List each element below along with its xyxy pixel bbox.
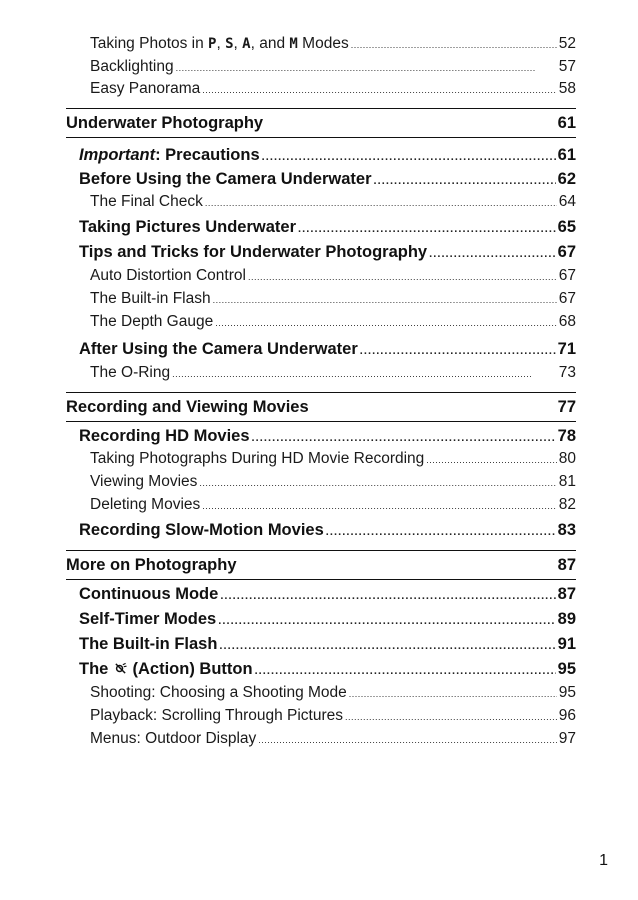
- toc-page-ref: 57: [558, 58, 576, 75]
- toc-entry-o-ring[interactable]: [90, 364, 576, 382]
- toc-entry-slow-motion[interactable]: [79, 521, 576, 540]
- toc-entry-action-button[interactable]: [79, 660, 576, 679]
- toc-entry-tips-tricks[interactable]: [79, 243, 576, 262]
- section-page-ref: 77: [557, 397, 576, 416]
- toc-entry-label: The (Action) Button: [79, 660, 253, 678]
- toc-entry-depth-gauge[interactable]: [90, 313, 576, 331]
- toc-page-ref: 52: [558, 35, 576, 52]
- toc-entry-label: Before Using the Camera Underwater: [79, 170, 372, 188]
- toc-entry-recording-hd[interactable]: [79, 427, 576, 446]
- leader-dots: [215, 318, 557, 328]
- toc-entry-label: Tips and Tricks for Underwater Photography: [79, 243, 428, 261]
- toc-entry-label: Taking Photos in P, S, A, and M Modes: [90, 35, 349, 52]
- toc-entry-label: The O-Ring: [90, 364, 171, 381]
- section-page-ref: 61: [557, 113, 576, 132]
- toc-page-ref: 73: [558, 364, 576, 381]
- leader-dots: [262, 151, 556, 163]
- leader-dots: [220, 590, 555, 602]
- toc-entry-label: Taking Pictures Underwater: [79, 218, 297, 236]
- toc-page-ref: 71: [557, 340, 576, 358]
- section-header-more-photography[interactable]: [66, 550, 576, 580]
- toc-page-ref: 61: [557, 146, 576, 164]
- toc-page-ref: 83: [557, 521, 576, 539]
- toc-entry-label: Recording HD Movies: [79, 427, 250, 445]
- toc-entry-label: After Using the Camera Underwater: [79, 340, 358, 358]
- toc-entry-easy-panorama[interactable]: [90, 80, 576, 98]
- toc-page-ref: 68: [558, 313, 576, 330]
- action-button-icon: [114, 662, 127, 675]
- toc-page-ref: 95: [557, 660, 576, 678]
- leader-dots: [298, 223, 556, 235]
- toc-entry-photos-during-hd[interactable]: [90, 450, 576, 468]
- toc-entry-label: The Depth Gauge: [90, 313, 214, 330]
- toc-page-ref: 62: [557, 170, 576, 188]
- toc-entry-label: Easy Panorama: [90, 80, 201, 97]
- toc-entry-label: The Final Check: [90, 193, 203, 210]
- toc-entry-taking-pictures-underwater[interactable]: [79, 218, 576, 237]
- toc-page-ref: 82: [558, 496, 576, 513]
- toc-entry-label: Shooting: Choosing a Shooting Mode: [90, 684, 347, 701]
- toc-entry-label: Important: Precautions: [79, 146, 260, 164]
- toc-entry-label: Backlighting: [90, 58, 174, 75]
- toc-entry-viewing-movies[interactable]: [90, 473, 576, 491]
- leader-dots: [426, 455, 556, 465]
- toc-entry-backlighting[interactable]: [90, 58, 576, 76]
- toc-entry-outdoor-display[interactable]: [90, 730, 576, 748]
- leader-dots: [360, 345, 556, 357]
- toc-entry-label: Menus: Outdoor Display: [90, 730, 257, 747]
- toc-page-ref: 67: [558, 267, 576, 284]
- section-page-ref: 87: [557, 555, 576, 574]
- leader-dots: [351, 40, 557, 50]
- toc-entry-label: Playback: Scrolling Through Pictures: [90, 707, 344, 724]
- toc-entry-continuous-mode[interactable]: [79, 585, 576, 604]
- leader-dots: [429, 248, 556, 260]
- toc-entry-choosing-shooting-mode[interactable]: [90, 684, 576, 702]
- toc-page-ref: 95: [558, 684, 576, 701]
- toc-page-ref: 91: [557, 635, 576, 653]
- toc-page-ref: 96: [558, 707, 576, 724]
- toc-entry-label: Deleting Movies: [90, 496, 201, 513]
- toc-entry-built-in-flash-underwater[interactable]: [90, 290, 576, 308]
- section-title: More on Photography: [66, 555, 237, 574]
- leader-dots: [202, 501, 556, 511]
- leader-dots: [255, 665, 556, 677]
- leader-dots: [213, 295, 557, 305]
- section-title: Underwater Photography: [66, 113, 264, 132]
- toc-entry-taking-photos-psam[interactable]: [90, 35, 576, 53]
- leader-dots: [218, 615, 555, 627]
- leader-dots: [252, 432, 556, 444]
- toc-page-ref: 87: [557, 585, 576, 603]
- leader-dots: [172, 369, 557, 379]
- leader-dots: [205, 198, 557, 208]
- toc-entry-important-precautions[interactable]: [79, 146, 576, 165]
- toc-page-ref: 89: [557, 610, 576, 628]
- leader-dots: [258, 735, 556, 745]
- toc-entry-self-timer[interactable]: [79, 610, 576, 629]
- toc-entry-label: Viewing Movies: [90, 473, 198, 490]
- toc-entry-built-in-flash[interactable]: [79, 635, 576, 654]
- page-number: 1: [599, 852, 608, 869]
- toc-entry-label: The Built-in Flash: [90, 290, 211, 307]
- section-header-underwater[interactable]: [66, 108, 576, 138]
- toc-page-ref: 64: [558, 193, 576, 210]
- leader-dots: [248, 272, 557, 282]
- section-header-movies[interactable]: [66, 392, 576, 422]
- toc-entry-label: The Built-in Flash: [79, 635, 218, 653]
- toc-entry-final-check[interactable]: [90, 193, 576, 211]
- toc-entry-scrolling-pictures[interactable]: [90, 707, 576, 725]
- leader-dots: [176, 63, 557, 73]
- toc-entry-label: Auto Distortion Control: [90, 267, 246, 284]
- leader-dots: [345, 712, 557, 722]
- leader-dots: [202, 85, 556, 95]
- leader-dots: [349, 689, 557, 699]
- leader-dots: [374, 175, 556, 187]
- toc-page-ref: 65: [557, 218, 576, 236]
- toc-page-ref: 67: [557, 243, 576, 261]
- toc-page-ref: 78: [557, 427, 576, 445]
- toc-page-ref: 80: [558, 450, 576, 467]
- leader-dots: [326, 526, 556, 538]
- toc-page-ref: 67: [558, 290, 576, 307]
- toc-page-ref: 97: [558, 730, 576, 747]
- toc-page-ref: 81: [558, 473, 576, 490]
- toc-entry-label: Self-Timer Modes: [79, 610, 217, 628]
- leader-dots: [199, 478, 556, 488]
- section-title: Recording and Viewing Movies: [66, 397, 309, 416]
- toc-entry-label: Recording Slow-Motion Movies: [79, 521, 324, 539]
- toc-entry-auto-distortion[interactable]: [90, 267, 576, 285]
- toc-entry-before-underwater[interactable]: [79, 170, 576, 189]
- toc-entry-deleting-movies[interactable]: [90, 496, 576, 514]
- toc-entry-label: Taking Photographs During HD Movie Recording: [90, 450, 425, 467]
- leader-dots: [219, 640, 555, 652]
- toc-entry-label: Continuous Mode: [79, 585, 219, 603]
- toc-page-ref: 58: [558, 80, 576, 97]
- toc-entry-after-underwater[interactable]: [79, 340, 576, 359]
